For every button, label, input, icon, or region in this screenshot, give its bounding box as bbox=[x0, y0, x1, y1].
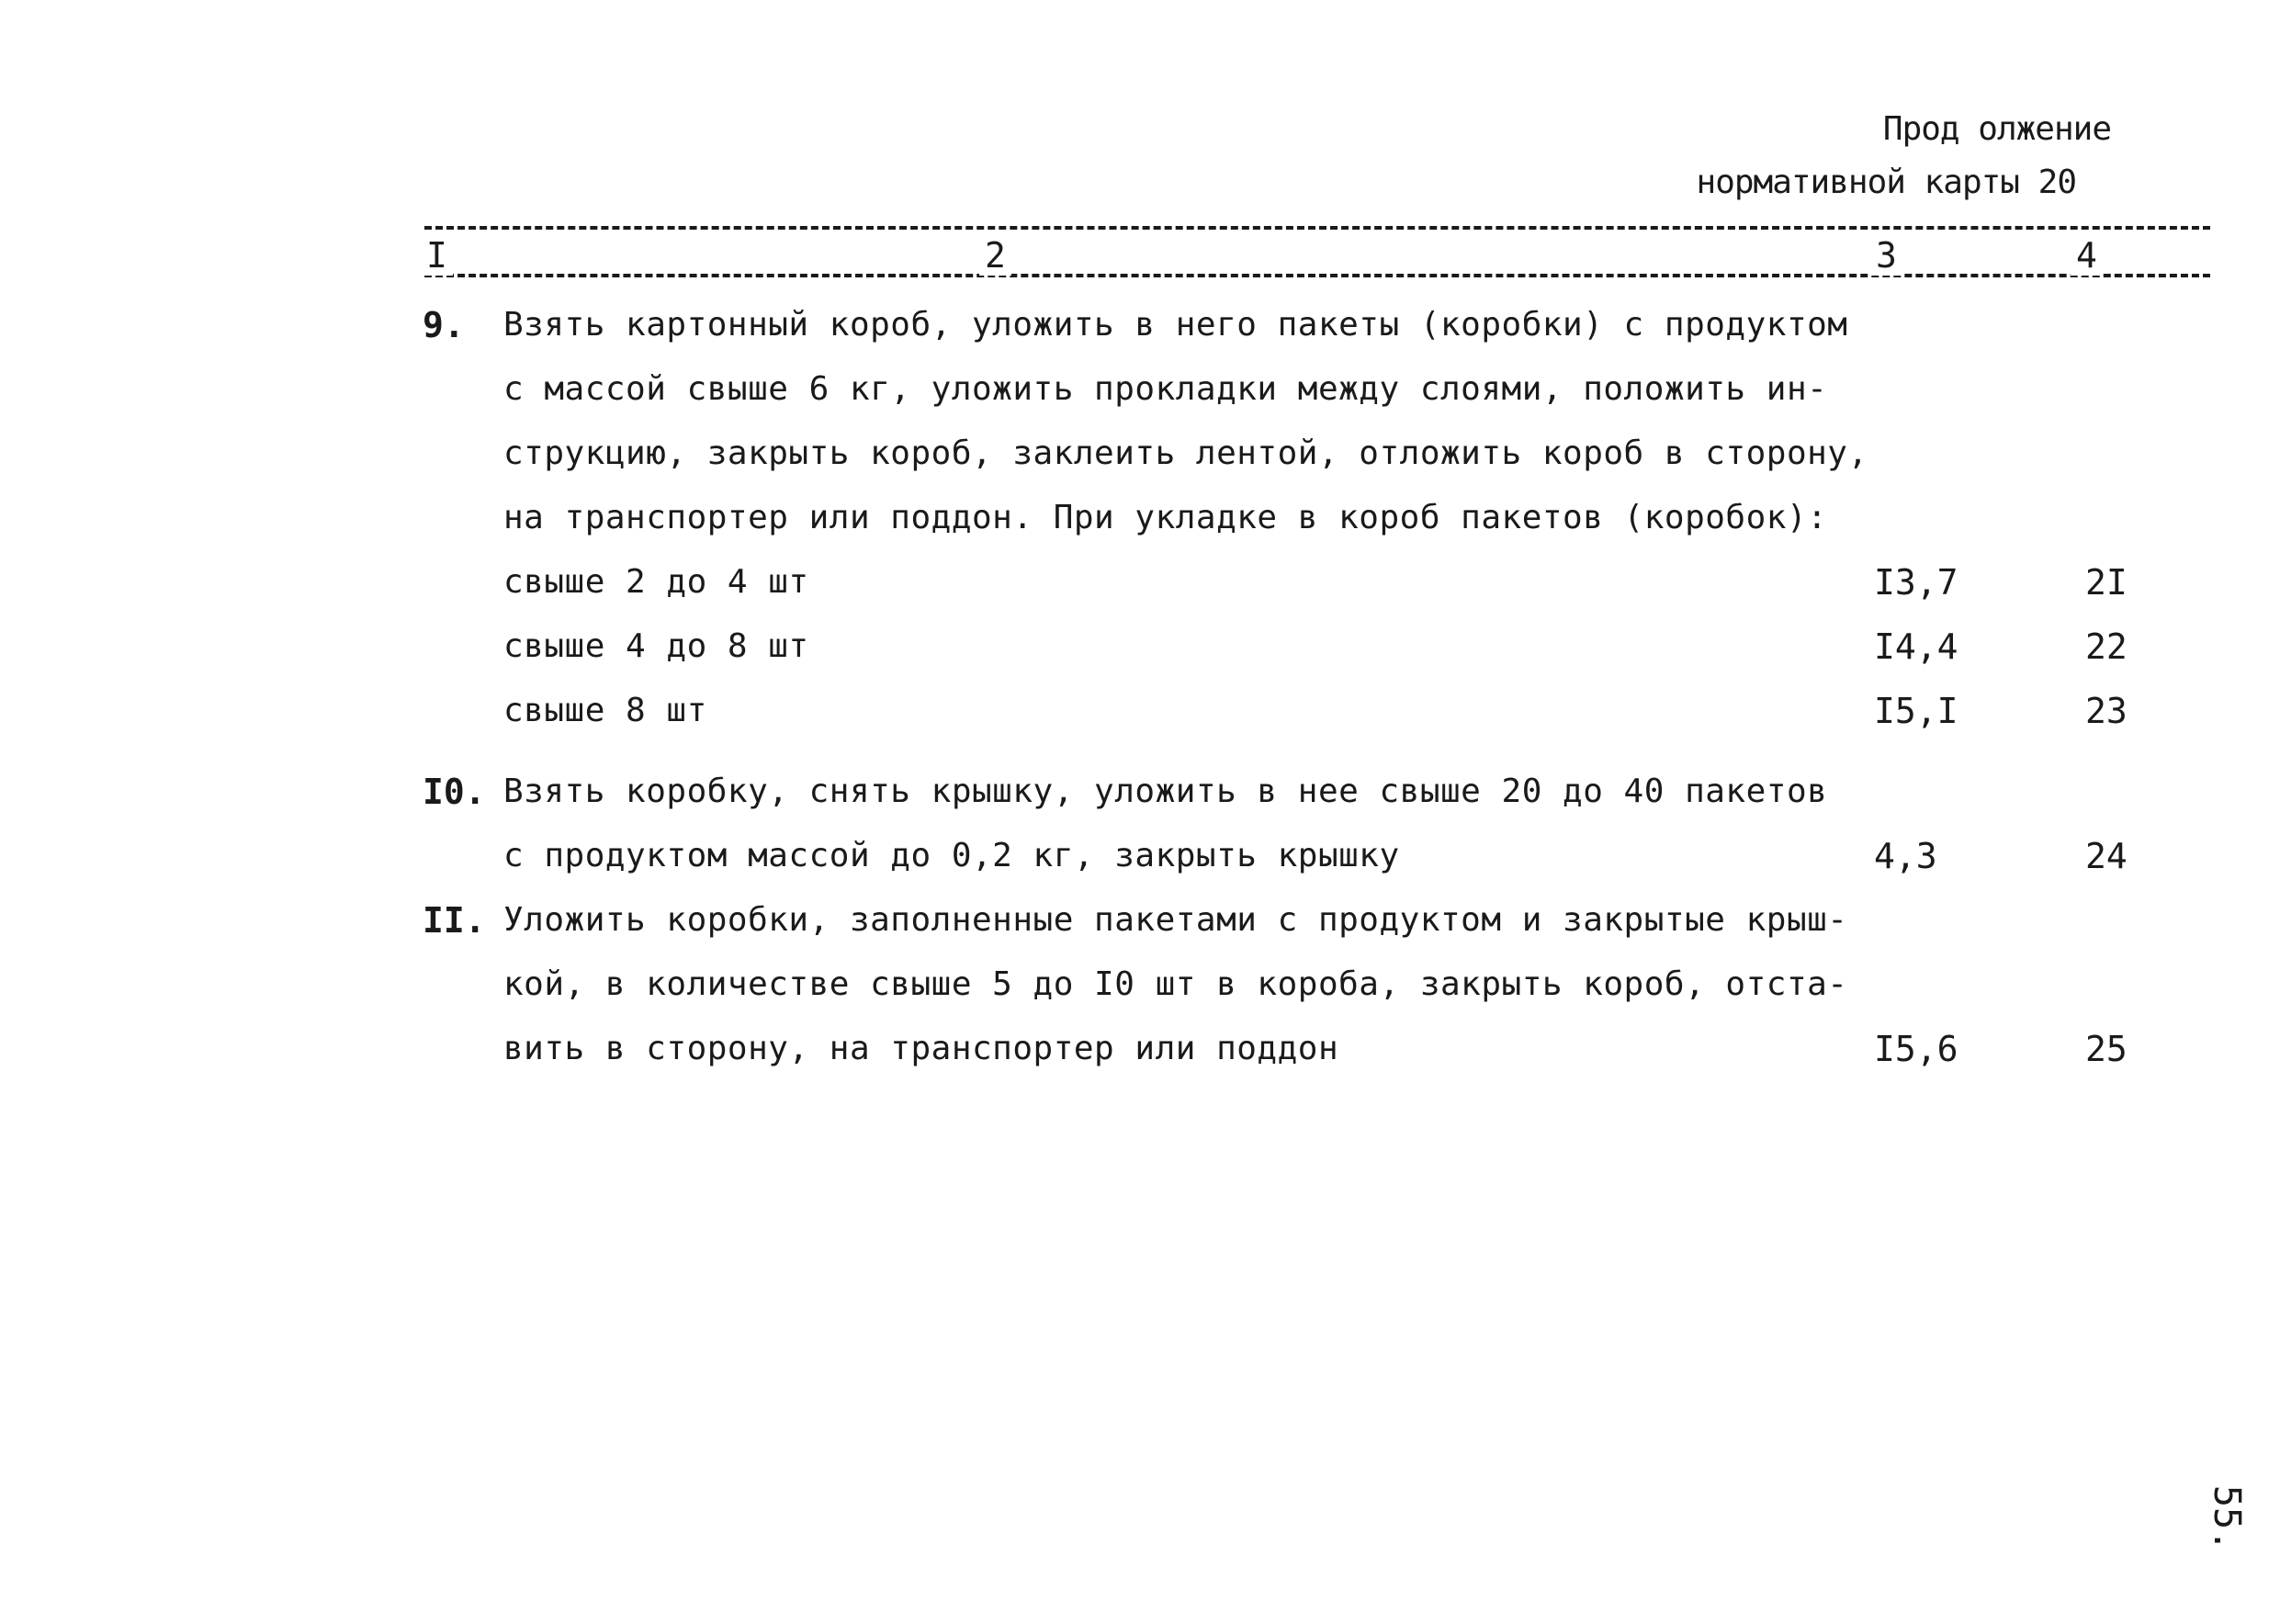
subrow-text: свыше 2 до 4 шт bbox=[503, 563, 809, 601]
subrow-col4-value: 22 bbox=[2085, 626, 2128, 667]
item-col4-value: 24 bbox=[2085, 836, 2128, 876]
item-text-line: Уложить коробки, заполненные пакетами с продуктом и закрытые крыш- bbox=[503, 901, 1848, 939]
column-header-3: 3 bbox=[1870, 235, 1902, 276]
item-text-line: с массой свыше 6 кг, уложить прокладки между слоями, положить ин- bbox=[503, 370, 1828, 408]
subrow-col4-value: 2I bbox=[2085, 562, 2128, 603]
subrow-col3-value: I3,7 bbox=[1874, 562, 1958, 603]
item-text-line: вить в сторону, на транспортер или поддон bbox=[503, 1030, 1339, 1067]
item-number: I0. bbox=[423, 772, 486, 812]
item-number: 9. bbox=[423, 305, 465, 345]
header-continuation-label: Прод олжение bbox=[1882, 110, 2111, 148]
page-number: 55. bbox=[2205, 1484, 2248, 1552]
column-header-1: I bbox=[421, 235, 453, 276]
subrow-col4-value: 23 bbox=[2085, 691, 2128, 731]
item-col3-value: I5,6 bbox=[1874, 1029, 1958, 1069]
item-text-line: с продуктом массой до 0,2 кг, закрыть крышку bbox=[503, 837, 1400, 874]
item-text-line: кой, в количестве свыше 5 до I0 шт в короба, закрыть короб, отста- bbox=[503, 965, 1848, 1003]
item-number: II. bbox=[423, 900, 486, 941]
header-card-reference: нормативной карты 20 bbox=[1696, 164, 2076, 201]
column-header-2: 2 bbox=[979, 235, 1011, 276]
item-text-line: струкцию, закрыть короб, заклеить лентой, отложить короб в сторону, bbox=[503, 434, 1868, 472]
table-header-rule bbox=[424, 274, 2210, 277]
subrow-col3-value: I5,I bbox=[1874, 691, 1958, 731]
column-header-4: 4 bbox=[2071, 235, 2103, 276]
item-text-line: на транспортер или поддон. При укладке в короб пакетов (коробок): bbox=[503, 499, 1828, 536]
item-text-line: Взять коробку, снять крышку, уложить в нее свыше 20 до 40 пакетов bbox=[503, 773, 1828, 810]
subrow-text: свыше 8 шт bbox=[503, 692, 707, 729]
item-col3-value: 4,3 bbox=[1874, 836, 1937, 876]
item-col4-value: 25 bbox=[2085, 1029, 2128, 1069]
subrow-col3-value: I4,4 bbox=[1874, 626, 1958, 667]
page-header bbox=[1696, 103, 2111, 209]
subrow-text: свыше 4 до 8 шт bbox=[503, 627, 809, 665]
table-top-rule bbox=[424, 226, 2210, 230]
item-text-line: Взять картонный короб, уложить в него пакеты (коробки) с продуктом bbox=[503, 306, 1848, 344]
